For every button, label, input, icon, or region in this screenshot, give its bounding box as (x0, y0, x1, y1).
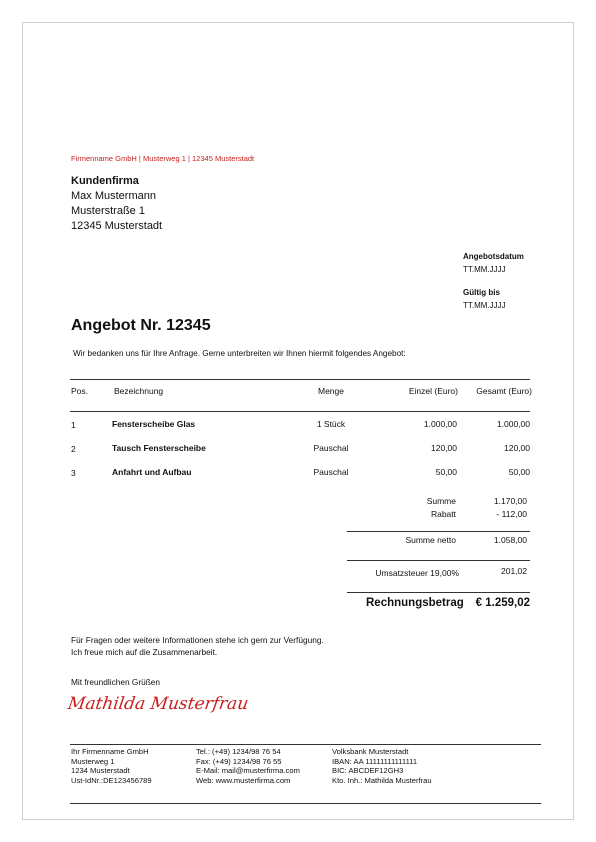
row3-quantity: Pauschal (313, 467, 349, 477)
document-title: Angebot Nr. 12345 (71, 317, 211, 334)
header-pos: Pos. (71, 386, 89, 396)
signature: Mathilda Musterfrau (66, 694, 250, 714)
footer-bic: BIC: ABCDEF12GH3 (332, 766, 404, 776)
footer-iban: IBAN: AA 11111111111111 (332, 756, 418, 766)
header-unit-price: Einzel (Euro) (408, 386, 458, 396)
grand-total-rule (347, 592, 530, 593)
valid-until-value: TT.MM.JJJJ (463, 301, 506, 310)
header-quantity: Menge (318, 386, 344, 396)
recipient-city: 12345 Musterstadt (71, 220, 163, 232)
grand-total-value: € 1.259,02 (475, 597, 530, 609)
footer-contact-info (196, 747, 300, 785)
footer-email: E-Mail: mail@musterfirma.com (196, 766, 300, 776)
discount-label: Rabatt (430, 509, 456, 519)
vat-value: 201,02 (501, 566, 527, 576)
discount-value: - 112,00 (496, 509, 527, 519)
footer-top-rule (70, 744, 541, 745)
row2-total: 120,00 (504, 443, 530, 453)
header-description: Bezeichnung (114, 386, 164, 396)
header-total-price: Gesamt (Euro) (476, 386, 532, 396)
closing-text (71, 634, 324, 658)
footer-company-street: Musterweg 1 (71, 756, 115, 766)
closing-line-2: Ich freue mich auf die Zusammenarbeit. (71, 647, 218, 657)
row3-total: 50,00 (508, 467, 530, 477)
net-rule (347, 531, 530, 532)
offer-date-value: TT.MM.JJJJ (463, 265, 506, 274)
row3-unit-price: 50,00 (435, 467, 457, 477)
row2-description: Tausch Fensterscheibe (112, 443, 206, 453)
net-sum-value: 1.058,00 (493, 535, 527, 545)
recipient-address (71, 174, 162, 234)
sum-label: Summe (426, 496, 456, 506)
row3-pos: 3 (71, 468, 76, 478)
grand-total-label: Rechnungsbetrag (366, 597, 464, 609)
offer-date-label: Angebotsdatum (463, 252, 524, 261)
footer-company-city: 1234 Musterstadt (71, 766, 130, 776)
sum-value: 1.170,00 (493, 496, 527, 506)
row2-quantity: Pauschal (313, 443, 349, 453)
footer-bank-name: Volksbank Musterstadt (332, 747, 409, 756)
row2-unit-price: 120,00 (431, 443, 457, 453)
footer-account-holder: Kto. Inh.: Mathilda Musterfrau (332, 775, 432, 785)
footer-company-info (71, 747, 152, 785)
footer-bottom-rule (70, 803, 541, 804)
vat-label: Umsatzsteuer 19,00% (375, 568, 459, 578)
table-header-rule (70, 411, 530, 412)
closing-line-1: Für Fragen oder weitere Informationen stehe ich gern zur Verfügung. (71, 635, 324, 645)
row1-total: 1.000,00 (496, 419, 530, 429)
valid-until-label: Gültig bis (463, 288, 500, 297)
footer-bank-info (332, 747, 432, 785)
row1-unit-price: 1.000,00 (423, 419, 457, 429)
footer-fax: Fax: (+49) 1234/98 76 55 (196, 756, 282, 766)
footer-web: Web: www.musterfirma.com (196, 775, 291, 785)
row2-pos: 2 (71, 444, 76, 454)
footer-company-name: Ihr Firmenname GmbH (71, 747, 149, 756)
table-top-rule (70, 379, 530, 380)
recipient-name: Max Mustermann (71, 190, 156, 202)
vat-rule (347, 560, 530, 561)
footer-vat-id: Ust-IdNr.:DE123456789 (71, 775, 152, 785)
row1-pos: 1 (71, 420, 76, 430)
recipient-company: Kundenfirma (71, 175, 139, 187)
row1-description: Fensterscheibe Glas (112, 419, 196, 429)
row3-description: Anfahrt und Aufbau (112, 467, 192, 477)
greeting: Mit freundlichen Grüßen (71, 677, 161, 687)
intro-text: Wir bedanken uns für Ihre Anfrage. Gerne unterbreiten wir Ihnen hiermit folgendes Angebot: (73, 349, 406, 358)
net-sum-label: Summe netto (405, 535, 456, 545)
recipient-street: Musterstraße 1 (71, 205, 145, 217)
row1-quantity: 1 Stück (316, 419, 346, 429)
sender-line: Firmenname GmbH | Musterweg 1 | 12345 Musterstadt (71, 154, 255, 163)
footer-phone: Tel.: (+49) 1234/98 76 54 (196, 747, 281, 756)
